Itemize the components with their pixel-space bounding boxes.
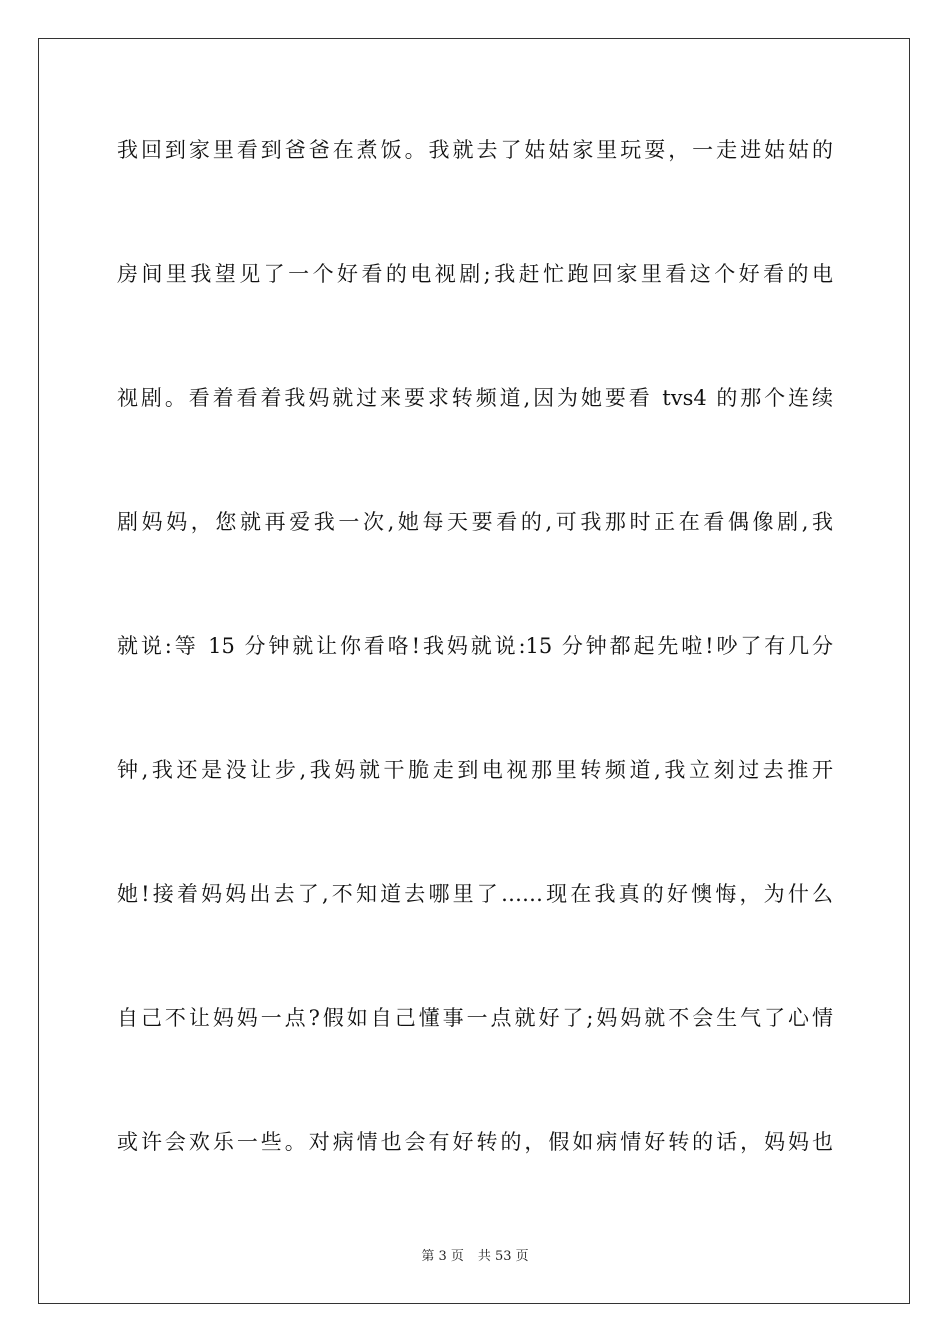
text-line-5: 就说:等 15 分钟就让你看咯!我妈就说:15 分钟都起先啦!吵了有几分 xyxy=(117,634,833,658)
text-line-9: 或许会欢乐一些。对病情也会有好转的，假如病情好转的话，妈妈也 xyxy=(117,1130,833,1154)
text-line-7: 她!接着妈妈出去了,不知道去哪里了……现在我真的好懊悔，为什么 xyxy=(117,882,833,906)
page-total: 共 53 页 xyxy=(477,1249,529,1264)
page-footer xyxy=(0,1248,950,1266)
text-line-3: 视剧。看着看着我妈就过来要求转频道,因为她要看 tvs4 的那个连续 xyxy=(117,386,833,410)
text-line-6: 钟,我还是没让步,我妈就干脆走到电视那里转频道,我立刻过去推开 xyxy=(117,758,833,782)
text-line-8: 自己不让妈妈一点?假如自己懂事一点就好了;妈妈就不会生气了心情 xyxy=(117,1006,833,1030)
text-line-1: 我回到家里看到爸爸在煮饭。我就去了姑姑家里玩耍，一走进姑姑的 xyxy=(117,138,833,162)
text-line-2: 房间里我望见了一个好看的电视剧;我赶忙跑回家里看这个好看的电 xyxy=(117,262,833,286)
page-number: 第 3 页 xyxy=(421,1249,464,1264)
text-line-4: 剧妈妈，您就再爱我一次,她每天要看的,可我那时正在看偶像剧,我 xyxy=(117,510,833,534)
